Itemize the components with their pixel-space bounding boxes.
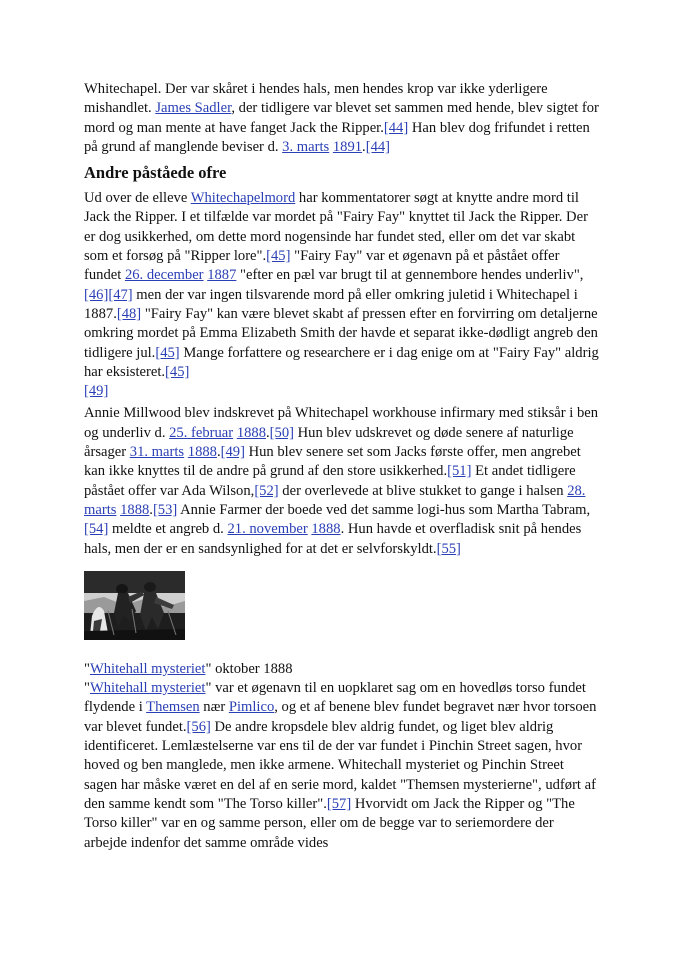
text: , og et af benene blev fundet begravet nær hvor torsoen var blevet fundet. xyxy=(84,699,597,735)
text: . xyxy=(362,138,366,155)
text: Hvorvidt om Jack the Ripper og "The Torso killer" var en og samme person, eller om de begge var to seriemordere der arbejde indenfor det samme område vides xyxy=(84,795,575,851)
text: "Fairy Fay" kan være blevet skabt af pressen efter en forvirring om detaljerne omkring mordet på Emma Elizabeth Smith der havde et separat ikke-dødligt angreb den tidligere jul. xyxy=(84,305,598,361)
text: nær xyxy=(199,699,229,716)
text: der overlevede at blive stukket to gange i halsen xyxy=(278,482,568,499)
reference-link[interactable]: [44] xyxy=(383,119,409,136)
reference-link[interactable]: [50] xyxy=(269,424,294,441)
text: "efter en pæl var brugt til at gennembore hendes underliv", xyxy=(236,267,584,284)
link-james-sadler[interactable]: James Sadler xyxy=(155,100,232,117)
text: Ud over de elleve xyxy=(84,190,191,207)
reference-link[interactable]: [52] xyxy=(254,482,279,499)
paragraph-sadler xyxy=(84,80,599,157)
text: Et andet tidligere påstået offer var Ada Wilson, xyxy=(84,463,576,499)
text: Hun blev udskrevet og døde senere af naturlige årsager xyxy=(84,424,574,461)
link-date[interactable]: 3. marts xyxy=(282,138,330,155)
text: Han blev dog frifundet i retten på grund af manglende beviser d. xyxy=(84,119,590,155)
article-body xyxy=(84,80,599,856)
reference-link[interactable]: [54] xyxy=(84,521,109,538)
link-year[interactable]: 1891 xyxy=(332,138,363,155)
link-whitehall-mysteriet[interactable]: Whitehall mysteriet xyxy=(89,680,206,697)
text: , der tidligere var blevet set sammen med hende, blev sigtet for mord og man mente at have fanget Jack the Ripper. xyxy=(84,100,599,136)
link-date[interactable]: 28. marts xyxy=(84,482,586,518)
reference-link[interactable]: [55] xyxy=(436,540,461,557)
text: " xyxy=(84,680,90,697)
link-date[interactable]: 26. december xyxy=(124,267,204,284)
text: men der var ingen tilsvarende mord på eller omkring juletid i Whitechapel i 1887. xyxy=(84,286,578,322)
text: . xyxy=(216,444,221,461)
text: Annie Farmer der boede ved det samme logi-hus som Martha Tabram, xyxy=(177,501,591,518)
text: De andre kropsdele blev aldrig fundet, og liget blev aldrig identificeret. Lemlæstelserne var ens til de der var fundet i Pinchin Street sagen, hvor hoved og ben manglede, men ikke armene. Whitechall mysteriet og Pinchin Street sagen har måske været en del af en serie mord, kaldet "Themsen mysterierne", udført af den samme kendt som "The Torso killer". xyxy=(84,718,596,812)
paragraph-millwood xyxy=(84,404,599,558)
whitehall-illustration[interactable] xyxy=(84,571,185,640)
link-whitechapelmord[interactable]: Whitechapelmord xyxy=(190,190,296,207)
link-whitehall-mysteriet[interactable]: Whitehall mysteriet xyxy=(89,660,206,677)
reference-link[interactable]: [57] xyxy=(326,795,352,812)
reference-link[interactable]: [45] xyxy=(155,344,180,361)
link-date[interactable]: 25. februar xyxy=(169,424,234,441)
text: Whitechapel. Der var skåret i hendes hals, men hendes krop var ikke yderligere mishandlet. xyxy=(84,81,548,117)
text: Hun blev senere set som Jacks første offer, men angrebet kan ikke knyttes til de andre på grund af den store usikkerhed. xyxy=(84,444,581,480)
reference-link[interactable]: [47] xyxy=(108,286,133,303)
link-themsen[interactable]: Themsen xyxy=(146,699,200,716)
reference-link[interactable]: [45] xyxy=(165,363,190,380)
reference-link[interactable]: [49] xyxy=(84,383,109,400)
reference-link[interactable]: [53] xyxy=(152,501,178,518)
text: " xyxy=(84,660,90,677)
reference-link[interactable]: [44] xyxy=(365,138,391,155)
link-year[interactable]: 1888 xyxy=(120,501,150,518)
link-year[interactable]: 1888 xyxy=(236,424,266,441)
reference-link[interactable]: [45] xyxy=(266,248,291,265)
paragraph-whitehall xyxy=(84,679,599,853)
reference-link[interactable]: [56] xyxy=(186,718,211,735)
link-date[interactable]: 21. november xyxy=(227,521,308,538)
text: . xyxy=(266,424,270,441)
link-date[interactable]: 31. marts xyxy=(129,444,185,461)
text: Mange forfattere og researchere er i dag enige om at "Fairy Fay" aldrig har eksisteret. xyxy=(84,344,599,380)
link-year[interactable]: 1887 xyxy=(207,267,237,284)
figure-caption xyxy=(84,660,599,679)
engraving-image xyxy=(84,571,185,640)
text: . xyxy=(149,501,153,518)
link-year[interactable]: 1888 xyxy=(187,444,217,461)
text: "Fairy Fay" var et øgenavn på et påstået offer fundet xyxy=(84,248,560,284)
text: Annie Millwood blev indskrevet på Whitechapel workhouse infirmary med stiksår i ben og underliv d. xyxy=(84,405,599,441)
text: meldte et angreb d. xyxy=(108,521,228,538)
section-heading: Andre påståede ofre xyxy=(84,163,227,183)
reference-link[interactable]: [49] xyxy=(220,444,245,461)
reference-link[interactable]: [51] xyxy=(447,463,472,480)
link-pimlico[interactable]: Pimlico xyxy=(228,699,275,716)
text: " oktober 1888 xyxy=(205,660,293,677)
text: " var et øgenavn til en uopklaret sag om en hovedløs torso fundet flydende i xyxy=(84,680,586,716)
reference-link[interactable]: [46] xyxy=(84,286,109,303)
text: . Hun havde et overfladisk snit på hendes hals, men der er en sandsynlighed for at det er selvforskyldt. xyxy=(84,521,582,557)
text: har kommentatorer søgt at knytte andre mord til Jack the Ripper. I et tilfælde var mordet på "Fairy Fay" knyttet til Jack the Ripper. Der er dog usikkerhed, om dette mord nogensinde har fundet sted, eller om det var skabt som et forsøg på "Ripper lore". xyxy=(84,190,588,265)
paragraph-fairy-fay xyxy=(84,189,599,401)
reference-link[interactable]: [48] xyxy=(116,305,142,322)
link-year[interactable]: 1888 xyxy=(311,521,341,538)
